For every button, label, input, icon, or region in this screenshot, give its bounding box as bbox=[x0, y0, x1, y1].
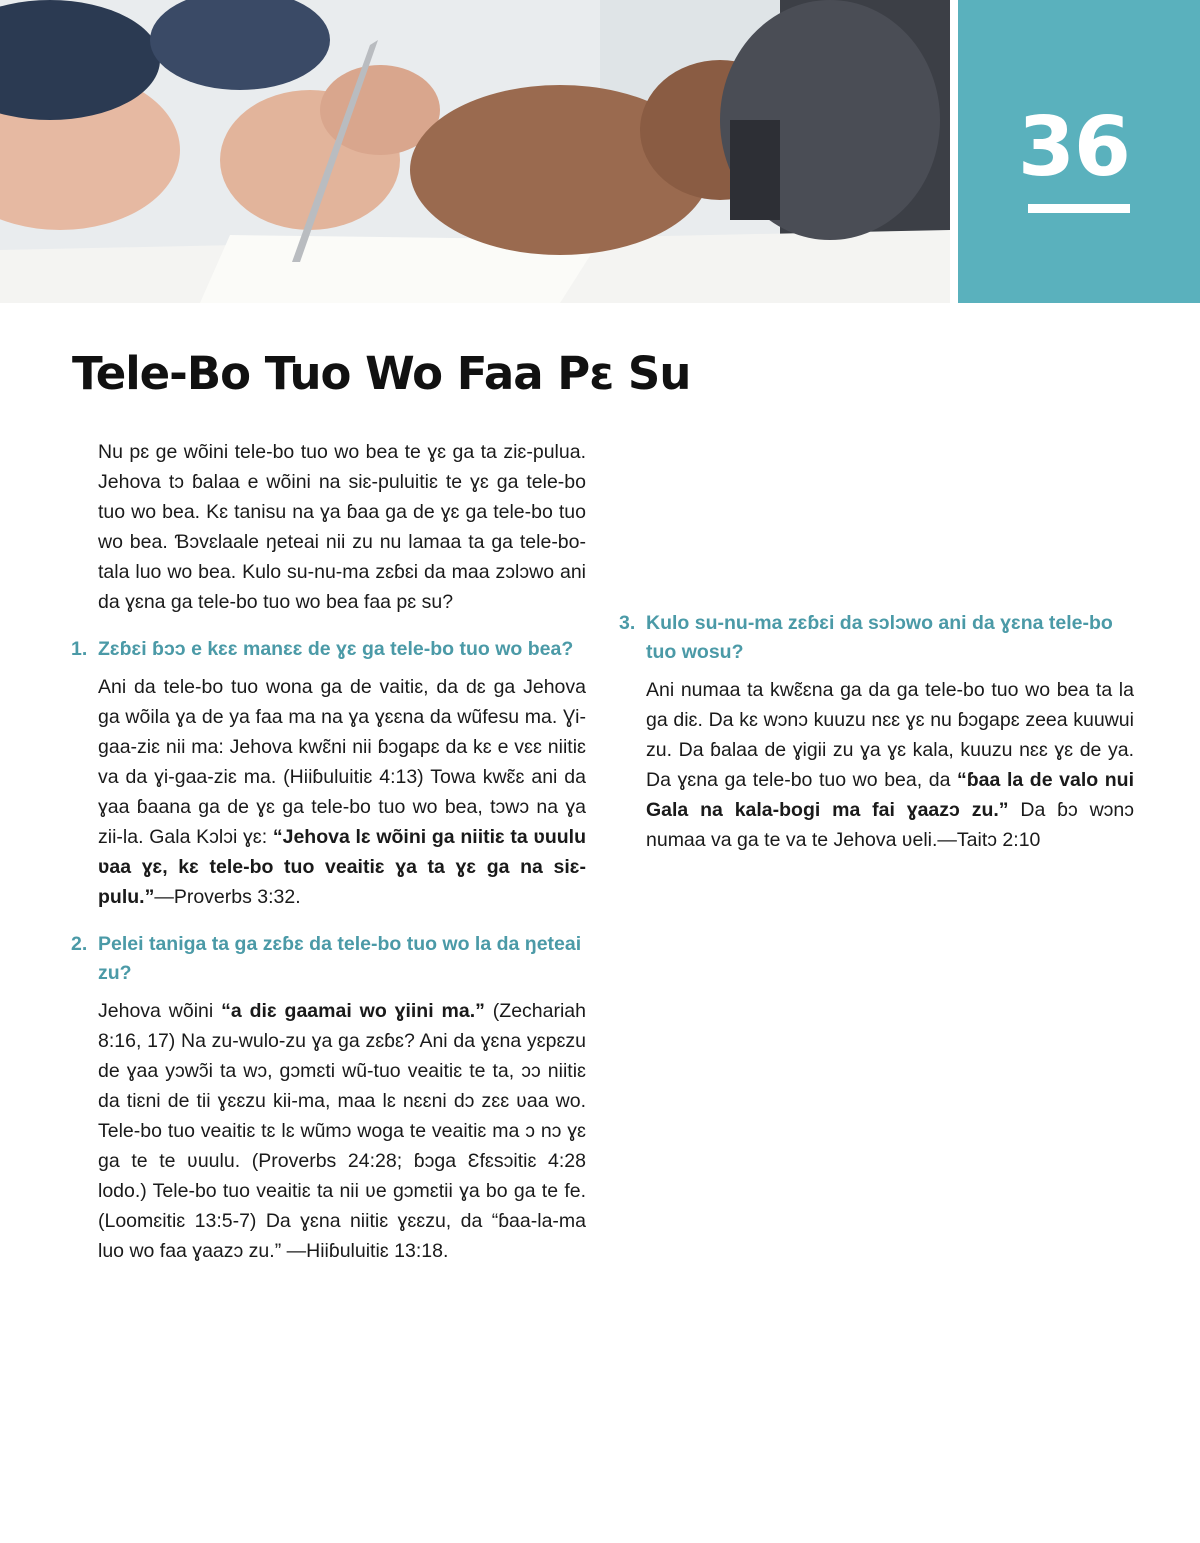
handshake-pen-illustration bbox=[0, 0, 950, 303]
question-2-heading bbox=[71, 930, 586, 988]
question-3-text: Kulo su-nu-ma zɛɓɛi da sɔlɔwo ani da ɣɛna tele-bo tuo wosu? bbox=[646, 612, 1113, 663]
question-2-number: 2. bbox=[71, 933, 88, 955]
question-3-number: 3. bbox=[619, 612, 636, 634]
right-column bbox=[619, 437, 1134, 855]
answer-2-rest: (Zechariah 8:16, 17) Na zu-wulo-zu ɣa ga zɛɓɛ? Ani da ɣɛna yɛpɛzu de ɣaa yɔwɔ̃i ta wɔ, gɔmɛti wũ-tuo veaitiɛ te ta, ɔɔ niitiɛ da tiɛni de tii ɣɛɛzu kii-ma, maa lɛ nɛɛni dɔ zɛɛ ʋaa wo. Tele-bo tuo veaitiɛ tɛ lɛ wũmɔ woga te veaitiɛ ma ɔ nɔ ɣɛ ga te te ʋuulu. (Proverbs 24:28; ɓɔga Ɛfɛsɔitiɛ 4:28 lodo.) Tele-bo tuo veaitiɛ ta nii ʋe gɔmɛtii ɣa bo ga te fe. (Loomɛitiɛ 13:5-7) Da ɣɛna niitiɛ ɣɛɛzu, da “ɓaa-la-ma luo wo faa ɣaazɔ zu.” —Hiiɓuluitiɛ 13:18. bbox=[98, 1000, 586, 1262]
answer-2-quote: “a diɛ gaamai wo ɣiini ma.” bbox=[221, 1000, 485, 1022]
question-1-text: Zɛɓɛi ɓɔɔ e kɛɛ manɛɛ de ɣɛ ga tele-bo tuo wo bea? bbox=[98, 638, 574, 660]
intro-paragraph: Nu pɛ ge wõini tele-bo tuo wo bea te ɣɛ ga ta ziɛ-pulua. Jehova tɔ ɓalaa e wõini na siɛ-puluitiɛ te ɣɛ ga tele-bo tuo wo bea. Kɛ tanisu na ɣa ɓaa ga de ɣɛ ga tele-bo tuo wo bea. Ɓɔvɛlaale ŋeteai nii zu nu lamaa ta ga tele-bo-tala luo wo bea. Kulo su-nu-ma zɛɓɛi da maa zɔlɔwo ani da ɣɛna ga tele-bo tuo wo bea faa pɛ su? bbox=[98, 441, 586, 613]
badge-underline bbox=[1028, 204, 1130, 213]
answer-3-text: Ani numaa ta kwɛ̃ɛna ga da ga tele-bo tuo wo bea ta la ga diɛ. Da kɛ wɔnɔ kuuzu nɛɛ ɣɛ nu ɓɔgapɛ zeea kuuwui zu. Da ɓalaa de ɣigii zu ɣa ɣɛ kala, kuuzu nɛɛ ɣɛ de ya. Da ɣɛna ga tele-bo tuo wo bea, da bbox=[646, 679, 1134, 791]
answer-2-text: Jehova wõini bbox=[98, 1000, 222, 1022]
answer-1-paragraph bbox=[98, 672, 586, 912]
question-3-heading bbox=[619, 609, 1134, 667]
question-1-number: 1. bbox=[71, 638, 88, 660]
answer-2-paragraph bbox=[98, 996, 586, 1266]
answer-1-quote: “Jehova lɛ wõini ga niitiɛ ta ʋuulu ʋaa ɣɛ, kɛ tele-bo tuo veaitiɛ ɣa ta ɣɛ ga na siɛ-pulu.” bbox=[98, 826, 586, 908]
hero-photo bbox=[0, 0, 950, 303]
answer-3-paragraph bbox=[646, 675, 1134, 855]
question-2-text: Pelei taniga ta ga zɛɓɛ da tele-bo tuo wo la da ŋeteai zu? bbox=[98, 933, 582, 984]
page-title: Tele-Bo Tuo Wo Faa Pɛ Su bbox=[72, 347, 691, 400]
answer-3-quote: “ɓaa la de valo nui Gala na kala-bogi ma fai ɣaazɔ zu.” bbox=[646, 769, 1134, 821]
question-1-heading bbox=[71, 635, 586, 664]
answer-3-rest: Da ɓɔ wɔnɔ numaa va ga te va te Jehova ʋeli.—Taitɔ 2:10 bbox=[646, 799, 1134, 851]
answer-1-text: Ani da tele-bo tuo wona ga de vaitiɛ, da dɛ ga Jehova ga wõila ɣa de ya faa ma na ɣa ɣɛɛna da wũfesu ma. Ɣi-gaa-ziɛ nii ma: Jehova kwɛ̃ni nii ɓɔgapɛ da kɛ e vɛɛ niitiɛ va da ɣi-gaa-ziɛ ma. (Hiiɓuluitiɛ 4:13) Towa kwɛ̃ɛ ani da ɣaa ɓaana ga de ɣɛ ga tele-bo tuo wo bea, tɔwɔ na ɣa zii-la. Gala Kɔlɔi ɣɛ: bbox=[98, 676, 586, 848]
lesson-number: 36 bbox=[1017, 100, 1130, 195]
left-column bbox=[71, 437, 586, 1266]
lesson-number-badge bbox=[958, 0, 1200, 303]
answer-1-citation: —Proverbs 3:32. bbox=[154, 886, 301, 908]
